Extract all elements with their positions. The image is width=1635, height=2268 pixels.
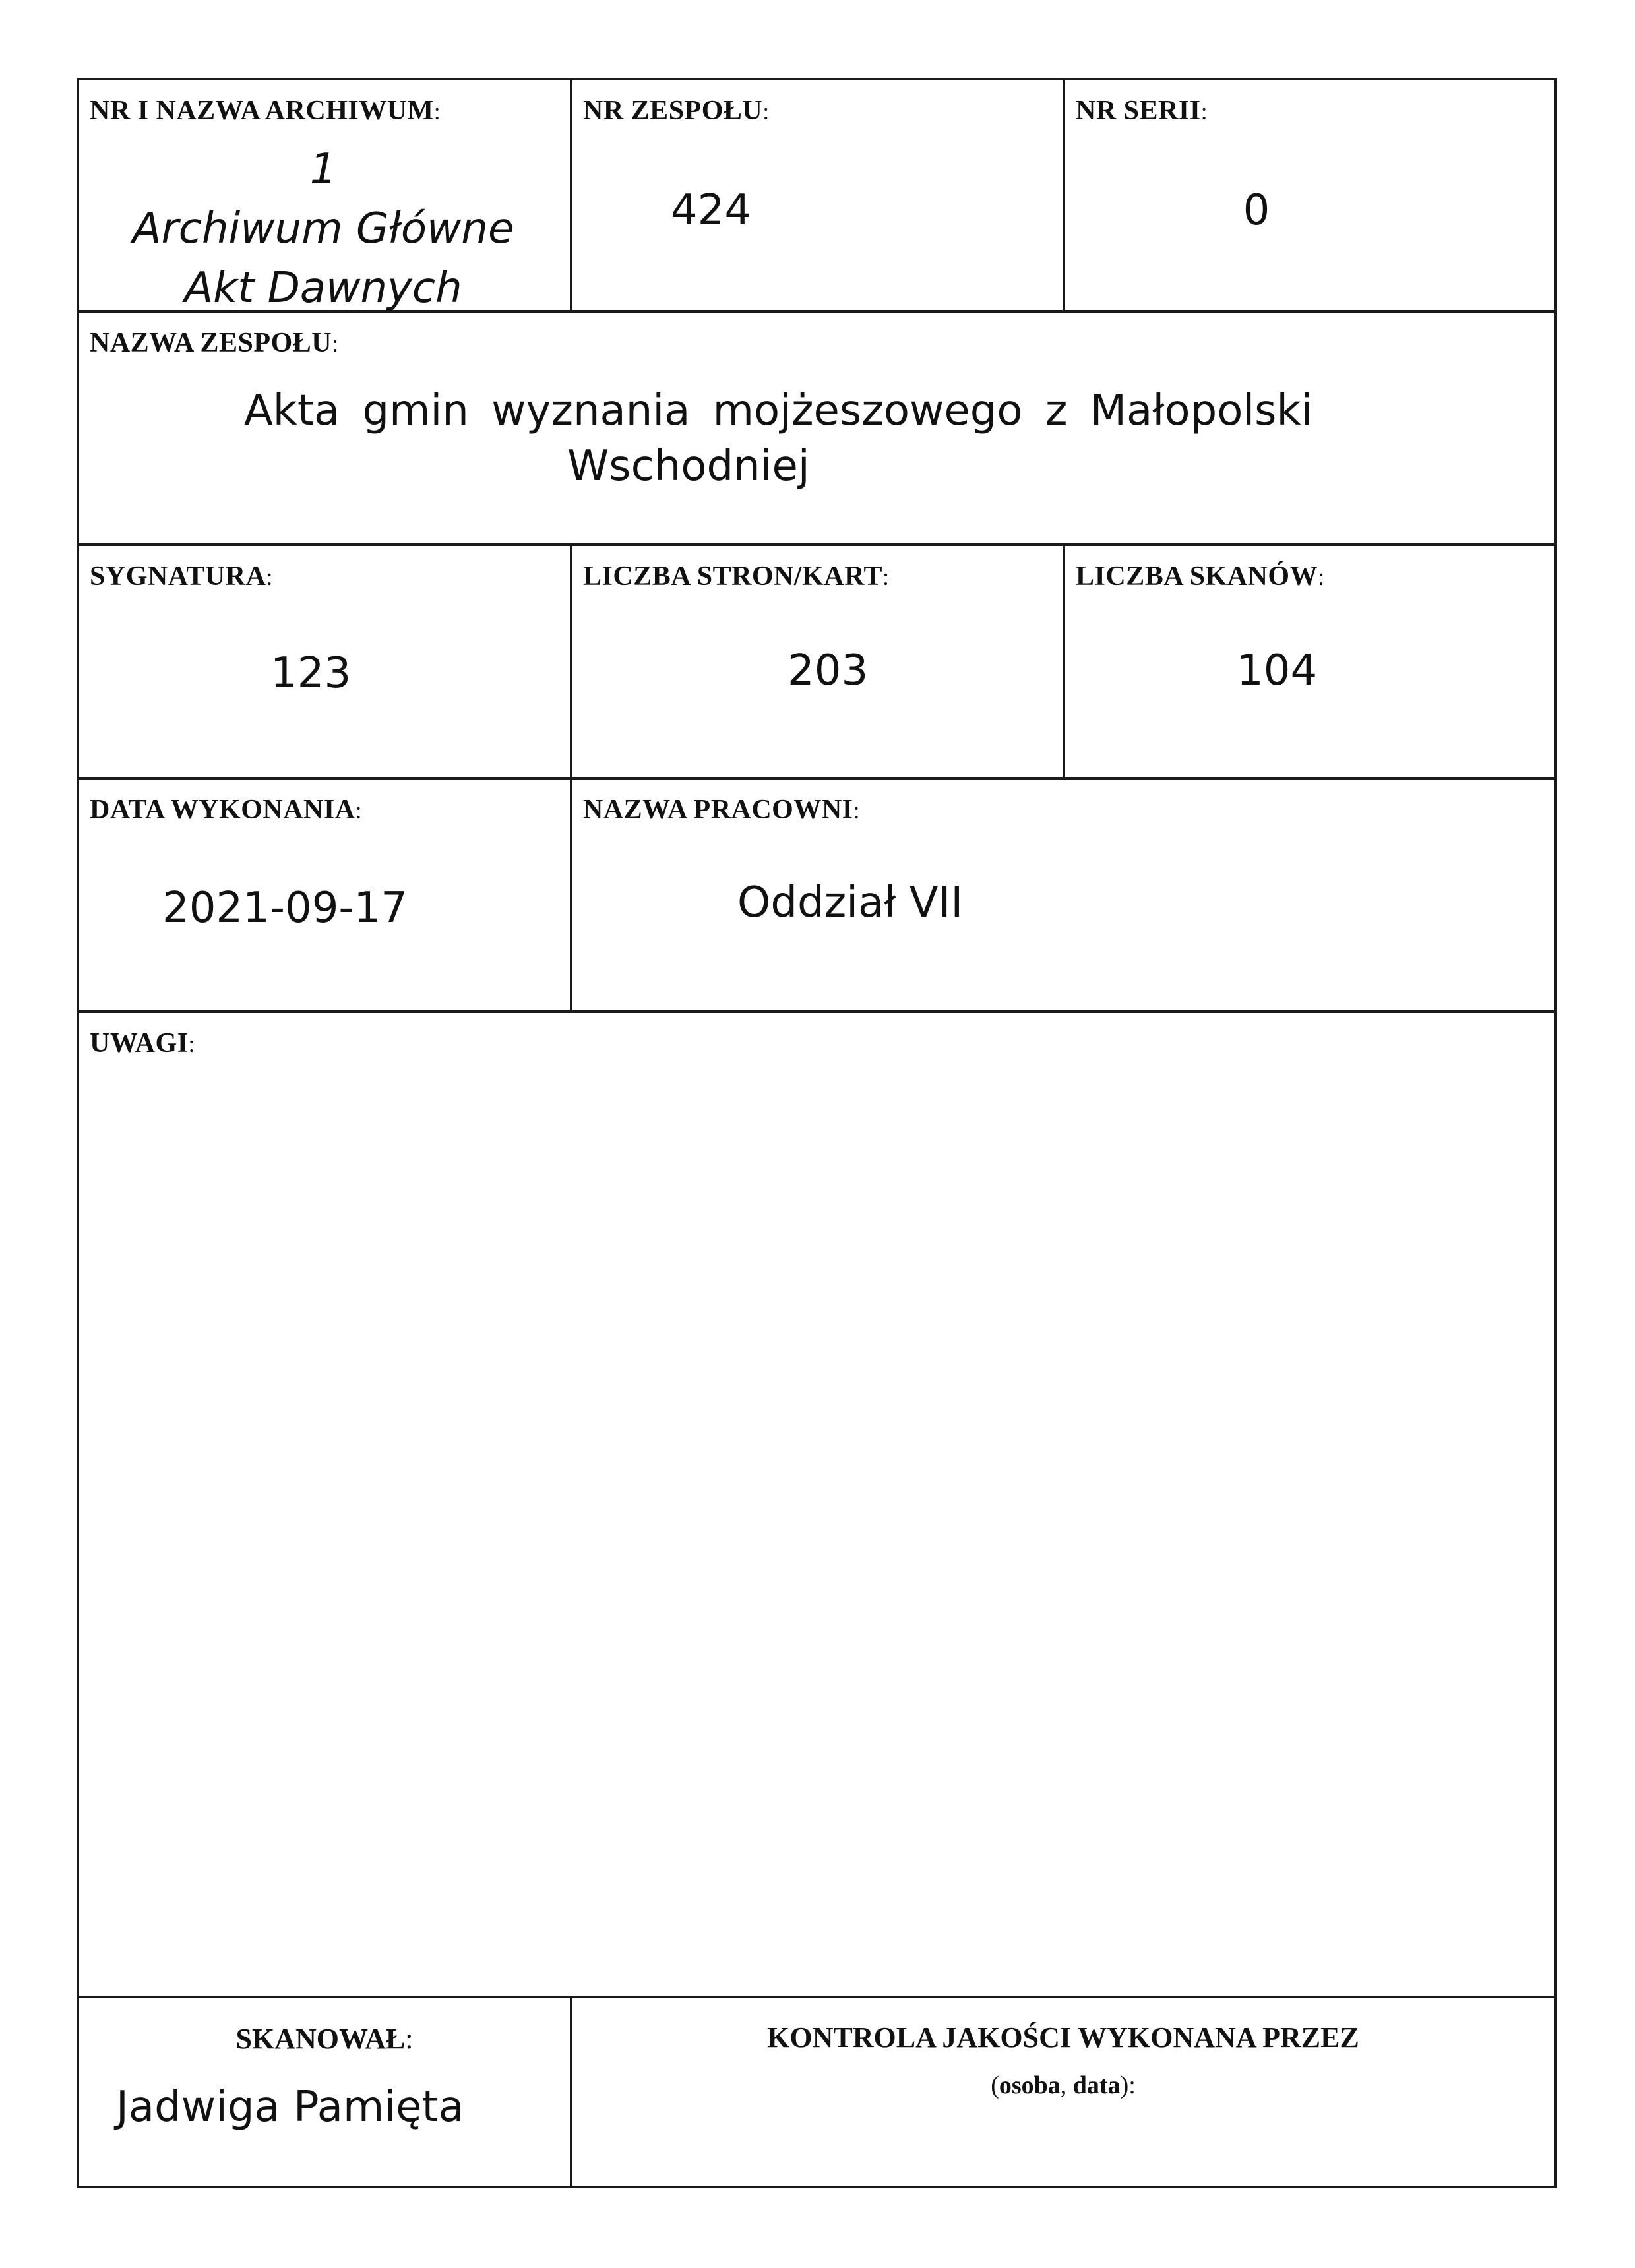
fonds-number-label: NR ZESPOŁU: <box>583 96 770 126</box>
workshop-name-label: NAZWA PRACOWNI: <box>583 795 861 825</box>
execution-date-cell <box>79 780 570 1010</box>
page-count-value: 203 <box>787 646 869 695</box>
archive-name-line1: Archiwum Główne <box>132 204 514 253</box>
scanned-by-label: SKANOWAŁ: <box>235 2023 414 2055</box>
fonds-number-value: 424 <box>670 186 752 235</box>
scan-count-value: 104 <box>1237 646 1318 695</box>
scanned-by-cell <box>79 1998 570 2188</box>
page-count-cell <box>572 546 1063 777</box>
series-number-value: 0 <box>1243 186 1270 235</box>
archive-value <box>79 140 567 318</box>
execution-date-value: 2021-09-17 <box>162 884 408 933</box>
signature-cell <box>79 546 570 777</box>
scan-count-label: LICZBA SKANÓW: <box>1076 561 1325 592</box>
archive-cell <box>79 80 570 313</box>
signature-value: 123 <box>270 649 352 698</box>
archive-label: NR I NAZWA ARCHIWUM: <box>90 96 441 126</box>
fonds-name-value-line1: Akta gmin wyznania mojżeszowego z Małopolski <box>244 386 1313 435</box>
archive-name-line2: Akt Dawnych <box>184 264 462 313</box>
fonds-number-cell <box>572 80 1063 310</box>
workshop-name-cell <box>572 780 1554 1010</box>
page-count-label: LICZBA STRON/KART: <box>583 561 890 592</box>
fonds-name-label: NAZWA ZESPOŁU: <box>90 328 339 358</box>
series-number-cell <box>1065 80 1554 310</box>
remarks-cell <box>79 1013 1554 1996</box>
series-number-label: NR SERII: <box>1076 96 1208 126</box>
fonds-name-cell <box>79 313 1554 543</box>
archive-number: 1 <box>309 145 337 194</box>
quality-control-label: KONTROLA JAKOŚCI WYKONANA PRZEZ <box>767 2021 1359 2054</box>
remarks-label: UWAGI: <box>90 1028 196 1058</box>
workshop-name-value: Oddział VII <box>737 878 964 927</box>
fonds-name-value-line2: Wschodniej <box>567 442 810 491</box>
scanned-by-value: Jadwiga Pamięta <box>116 2083 464 2131</box>
scan-metadata-form <box>77 78 1557 2188</box>
quality-control-cell <box>572 1998 1554 2188</box>
signature-label: SYGNATURA: <box>90 561 273 592</box>
execution-date-label: DATA WYKONANIA: <box>90 795 363 825</box>
quality-control-sub-label: (osoba, data): <box>991 2071 1136 2099</box>
scan-count-cell <box>1065 546 1554 777</box>
